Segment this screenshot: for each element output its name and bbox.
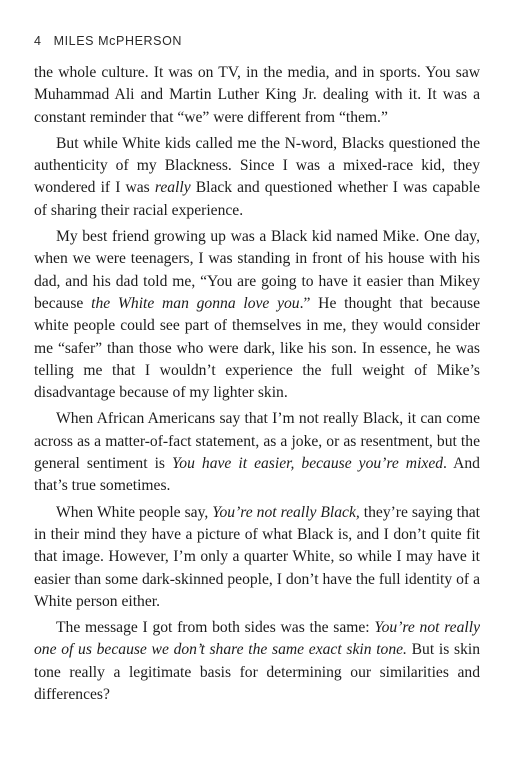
paragraph bbox=[34, 502, 480, 613]
italic-run: the White man gonna love you bbox=[91, 294, 300, 312]
running-head bbox=[34, 34, 182, 48]
page-number: 4 bbox=[34, 34, 42, 48]
italic-run: You’re not really Black, bbox=[212, 503, 360, 521]
author-name: MILES McPHERSON bbox=[53, 34, 183, 48]
text-run: When African Americans say that I’m not really Black, it can come across as a matter-of-fact statement, as a joke, or as resentment, but the general sentiment is bbox=[34, 410, 480, 473]
italic-run: really bbox=[154, 179, 191, 197]
paragraph bbox=[34, 617, 480, 706]
body-text bbox=[34, 62, 480, 710]
text-run: My best friend growing up was a Black kid named Mike. One day, when we were teenagers, I was standing in front of his house with his dad, and his dad told me, “You are going to have it easier than Mikey because bbox=[34, 228, 480, 312]
text-run: The message I got from both sides was the same: bbox=[56, 619, 375, 637]
text-run: When White people say, bbox=[56, 503, 213, 521]
paragraph bbox=[34, 133, 480, 222]
text-run: But is skin tone really a legitimate basis for determining our similarities and differences? bbox=[34, 641, 480, 704]
italic-run: You’re not really one of us because we don’t share the same exact skin tone. bbox=[34, 619, 480, 659]
text-run: they’re saying that in their mind they have a picture of what Black is, and I don’t quite fit that image. However, I’m only a quarter White, so while I may have it easier than some dark-skinned people, I don’t have the full identity of a White person either. bbox=[34, 503, 480, 610]
italic-run: You have it easier, because you’re mixed bbox=[172, 455, 444, 473]
paragraph bbox=[34, 62, 480, 129]
paragraph bbox=[34, 226, 480, 404]
text-run: . And that’s true sometimes. bbox=[34, 455, 480, 495]
text-run: But while White kids called me the N-word, Blacks questioned the authenticity of my Blackness. Since I was a mixed-race kid, they wondered if I was bbox=[34, 134, 480, 197]
paragraph bbox=[34, 408, 480, 497]
text-run: .” He thought that because white people could see part of themselves in me, they would consider me “safer” than those who were dark, like his son. In essence, he was telling me that I wouldn’t experience the full weight of Mike’s disadvantage because of my lighter skin. bbox=[34, 294, 480, 402]
text-run: Black and questioned whether I was capable of sharing their racial experience. bbox=[34, 179, 480, 219]
text-run: the whole culture. It was on TV, in the media, and in sports. You saw Muhammad Ali and Martin Luther King Jr. dealing with it. It was a constant reminder that “we” were different from “them.” bbox=[34, 64, 480, 126]
